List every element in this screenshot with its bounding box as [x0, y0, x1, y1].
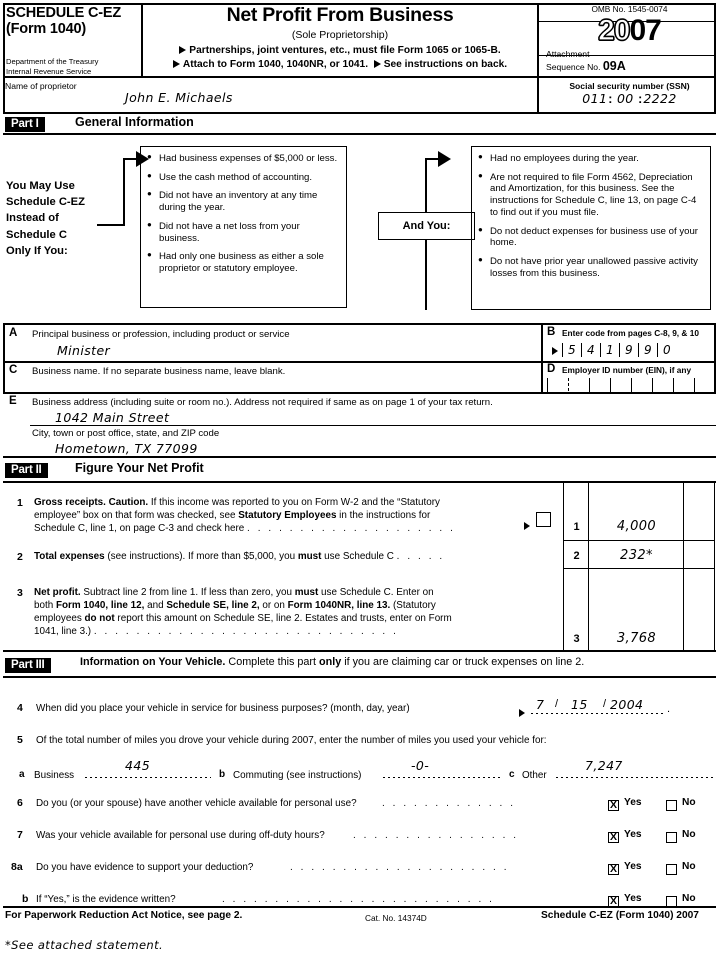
question-6-no-checkbox[interactable] [666, 797, 677, 815]
line-2-number: 2 [17, 551, 23, 563]
question-7-number: 7 [17, 829, 23, 841]
question-8a-yes-checkbox[interactable] [608, 861, 619, 879]
line-1-arrow-icon [524, 516, 530, 534]
arrow-icon [179, 46, 186, 54]
field-b-letter: B [547, 326, 556, 338]
tax-year-prefix: 20 [598, 14, 630, 47]
line-4-arrow-icon [519, 703, 525, 721]
question-8a-no-label: No [682, 861, 696, 872]
amount-col-divider [714, 481, 715, 651]
proprietor-name-value[interactable]: John E. Michaels [125, 90, 233, 105]
vehicle-questions [0, 795, 719, 921]
question-8b-yes-label: Yes [624, 893, 642, 904]
part-3-bar: Part III [5, 655, 51, 673]
footnote: *See attached statement. [5, 938, 164, 952]
question-row: b If “Yes,” is the evidence written? . . . . . . . . . . . . . . . . . . . . . . . . . . X Yes No [0, 891, 719, 921]
arrow-icon [438, 151, 451, 167]
eligibility-heading-left: You May Use Schedule C-EZ Instead of Schedule C Only If You: [6, 180, 85, 257]
code-digit: 9 [619, 343, 638, 357]
line-3-row-label: 3 [573, 633, 580, 645]
part-1-title: General Information [75, 115, 194, 129]
code-digit: 4 [581, 343, 600, 357]
schedule-title: SCHEDULE C-EZ (Form 1040) [6, 5, 122, 38]
list-item: ● Did not have an inventory at any time during the year. [147, 190, 338, 213]
code-digit: 0 [657, 343, 676, 357]
question-row: 7 Was your vehicle available for personal use during off-duty hours? . . . . . . . . . . . . . . . . X Yes No [0, 827, 719, 859]
attachment-sequence-number: 09A [602, 59, 626, 74]
line-1-row-label: 1 [573, 521, 580, 533]
question-6-text: Do you (or your spouse) have another vehicle available for personal use? [36, 798, 357, 809]
line-2-amount[interactable]: 232* [620, 548, 653, 563]
header-instruction-attach: Attach to Form 1040, 1040NR, or 1041. See instructions on back. [145, 59, 535, 70]
tax-year-suffix: 07 [629, 14, 661, 47]
question-6-yes-label: Yes [624, 797, 642, 808]
omb-number: OMB No. 1545-0074 [591, 4, 668, 14]
field-b-label: Enter code from pages C-8, 9, & 10 [562, 328, 699, 338]
ssn-label: Social security number (SSN) [569, 81, 690, 91]
field-e-letter: E [9, 395, 17, 407]
line-5a-label: Business [34, 770, 75, 781]
vehicle-date-sep: / [603, 698, 607, 710]
code-digit: 9 [638, 343, 657, 357]
attachment-sequence: Attachment Sequence No. 09A [546, 49, 626, 74]
line-1-amount[interactable]: 4,000 [616, 519, 657, 534]
question-7-yes-label: Yes [624, 829, 642, 840]
field-d-ein-boxes[interactable] [547, 378, 714, 392]
line-4-date-value[interactable]: 7 / 15 / 2004 . [531, 697, 696, 714]
line-5c-label: Other [522, 770, 547, 781]
paperwork-notice: For Paperwork Reduction Act Notice, see page 2. [5, 910, 243, 921]
field-c-letter: C [9, 364, 18, 376]
list-item: ● Did not have a net loss from your business. [147, 221, 338, 244]
eligibility-conditions-left [140, 146, 347, 308]
line-5c-value[interactable]: 7,247 [585, 758, 623, 773]
question-6-no-label: No [682, 797, 696, 808]
line-5c-letter: c [509, 769, 515, 780]
list-item: ● Do not deduct expenses for business use of your home. [478, 226, 702, 249]
question-8b-no-checkbox[interactable] [666, 893, 677, 911]
line-5-number: 5 [17, 734, 23, 746]
department-label: Department of the Treasury Internal Revenue Service [6, 57, 99, 76]
and-you-label: And You: [378, 212, 475, 240]
list-item: ● Do not have prior year unallowed passive activity losses from this business. [478, 256, 702, 279]
footer-schedule-label: Schedule C-EZ (Form 1040) 2007 [541, 910, 699, 921]
field-d-letter: D [547, 363, 556, 375]
line-5b-letter: b [219, 769, 226, 780]
line-5-text: Of the total number of miles you drove your vehicle during 2007, enter the number of miles you used your vehicle for: [36, 735, 547, 746]
question-8b-no-label: No [682, 893, 696, 904]
list-item: ● Use the cash method of accounting. [147, 172, 338, 184]
question-7-no-checkbox[interactable] [666, 829, 677, 847]
vehicle-date-sep: / [555, 698, 559, 710]
line-1-text: Gross receipts. Caution. If this income was reported to you on Form W-2 and the “Statutory employee” box on that form was checked, see Statutory Employees in the instructions for Schedule C, line 1, on page C-3 and check here . . . . . . . . . . . . . . . . . . . . [34, 497, 456, 534]
form-title: Net Profit From Business [226, 4, 454, 26]
amount-col-divider [683, 481, 684, 651]
arrow-icon [552, 347, 558, 355]
field-a-label: Principal business or profession, including product or service [32, 329, 290, 340]
list-item: ● Had no employees during the year. [478, 153, 702, 165]
arrow-icon [173, 60, 180, 68]
omb-block [540, 0, 719, 75]
amount-col-divider [563, 481, 564, 651]
schedule-identity [6, 5, 141, 76]
catalog-number: Cat. No. 14374D [365, 913, 427, 923]
ssn-part-3: 2222 [643, 91, 677, 106]
form-title-block [145, 4, 535, 70]
field-e-city-label: City, town or post office, state, and ZIP code [32, 428, 220, 439]
question-8a-number: 8a [11, 861, 23, 873]
question-8b-text: If “Yes,” is the evidence written? [36, 894, 176, 905]
line-4-number: 4 [17, 702, 23, 714]
vehicle-date-month: 7 [536, 697, 545, 712]
question-7-no-label: No [682, 829, 696, 840]
amount-col-divider [588, 481, 589, 651]
line-5b-value[interactable]: -0- [411, 758, 430, 773]
question-row: 8a Do you have evidence to support your deduction? . . . . . . . . . . . . . . . . . . . . . X Yes No [0, 859, 719, 891]
line-3-number: 3 [17, 587, 23, 599]
field-e-label: Business address (including suite or room no.). Address not required if same as on page 1 of your tax return. [32, 397, 493, 408]
question-7-text: Was your vehicle available for personal use during off-duty hours? [36, 830, 325, 841]
field-c-label: Business name. If no separate business name, leave blank. [32, 366, 286, 377]
code-digit: 5 [562, 343, 581, 357]
eligibility-conditions-right [471, 146, 711, 310]
proprietor-name-label: Name of proprietor [5, 81, 77, 91]
part-1-bar: Part I [5, 114, 45, 132]
connector-line-horizontal [97, 224, 125, 226]
question-7-yes-checkbox[interactable] [608, 829, 619, 847]
list-item: ● Had business expenses of $5,000 or less. [147, 153, 338, 165]
line-2-text: Total expenses (see instructions). If more than $5,000, you must use Schedule C . . . . . [34, 551, 445, 562]
tax-year [540, 14, 719, 49]
question-6-number: 6 [17, 797, 23, 809]
ssn-part-1: 011 [582, 91, 608, 106]
vehicle-date-year: 2004 [610, 697, 644, 712]
ssn-value[interactable]: 011: 00 :2222 [582, 91, 677, 106]
question-8b-yes-checkbox[interactable] [608, 893, 619, 911]
line-2-row-label: 2 [573, 550, 580, 562]
field-e-street-value[interactable]: 1042 Main Street [55, 410, 170, 425]
question-8b-number: b [22, 893, 29, 905]
ssn-part-2: 00 [616, 91, 634, 106]
question-8a-no-checkbox[interactable] [666, 861, 677, 879]
field-e-city-value[interactable]: Hometown, TX 77099 [55, 441, 198, 456]
connector-line-vertical [123, 158, 125, 225]
line-3-amount[interactable]: 3,768 [616, 631, 657, 646]
question-8a-yes-label: Yes [624, 861, 642, 872]
line-5b-label: Commuting (see instructions) [233, 770, 362, 781]
arrow-icon [374, 60, 381, 68]
question-8a-text: Do you have evidence to support your deduction? [36, 862, 254, 873]
vehicle-date-day: 15 [571, 697, 588, 712]
line-5a-value[interactable]: 445 [125, 758, 151, 773]
part-3-title: Information on Your Vehicle. Complete this part only if you are claiming car or truck expenses on line 2. [80, 656, 585, 668]
field-d-label: Employer ID number (EIN), if any [562, 365, 692, 375]
question-row: 6 Do you (or your spouse) have another vehicle available for personal use? . . . . . . . . . . . . . X Yes No [0, 795, 719, 827]
part-2-bar: Part II [5, 460, 48, 478]
field-a-value[interactable]: Minister [57, 343, 111, 358]
part-2-title: Figure Your Net Profit [75, 461, 204, 475]
line-1-number: 1 [17, 497, 23, 509]
code-digit: 1 [600, 343, 619, 357]
line-4-text: When did you place your vehicle in service for business purposes? (month, day, year) [36, 703, 410, 714]
list-item: ● Had only one business as either a sole proprietor or statutory employee. [147, 251, 338, 274]
statutory-employee-checkbox[interactable] [536, 511, 551, 529]
question-6-yes-checkbox[interactable] [608, 797, 619, 815]
form-subtitle: (Sole Proprietorship) [291, 29, 389, 41]
list-item: ● Are not required to file Form 4562, Depreciation and Amortization, for this business. See the instructions for Schedule C, line 13, on page C-4 to find out if you must file. [478, 172, 702, 219]
line-3-text: Net profit. Subtract line 2 from line 1. If less than zero, you must use Schedule C. Enter on both Form 1040, line 12, and Schedule SE, line 2, or on Form 1040NR, line 13. (Statutory employees do not report this amount on Schedule SE, line 2. Estates and trusts, enter on Form 1041, line 3.) . . . . . . . . . . . . . . . . . . . . . . . . . . . . . [34, 587, 452, 637]
field-a-letter: A [9, 327, 18, 339]
line-5a-letter: a [19, 769, 25, 780]
header-instruction-partnerships: Partnerships, joint ventures, etc., must file Form 1065 or 1065-B. [145, 45, 535, 56]
field-b-code-boxes[interactable] [546, 341, 714, 360]
